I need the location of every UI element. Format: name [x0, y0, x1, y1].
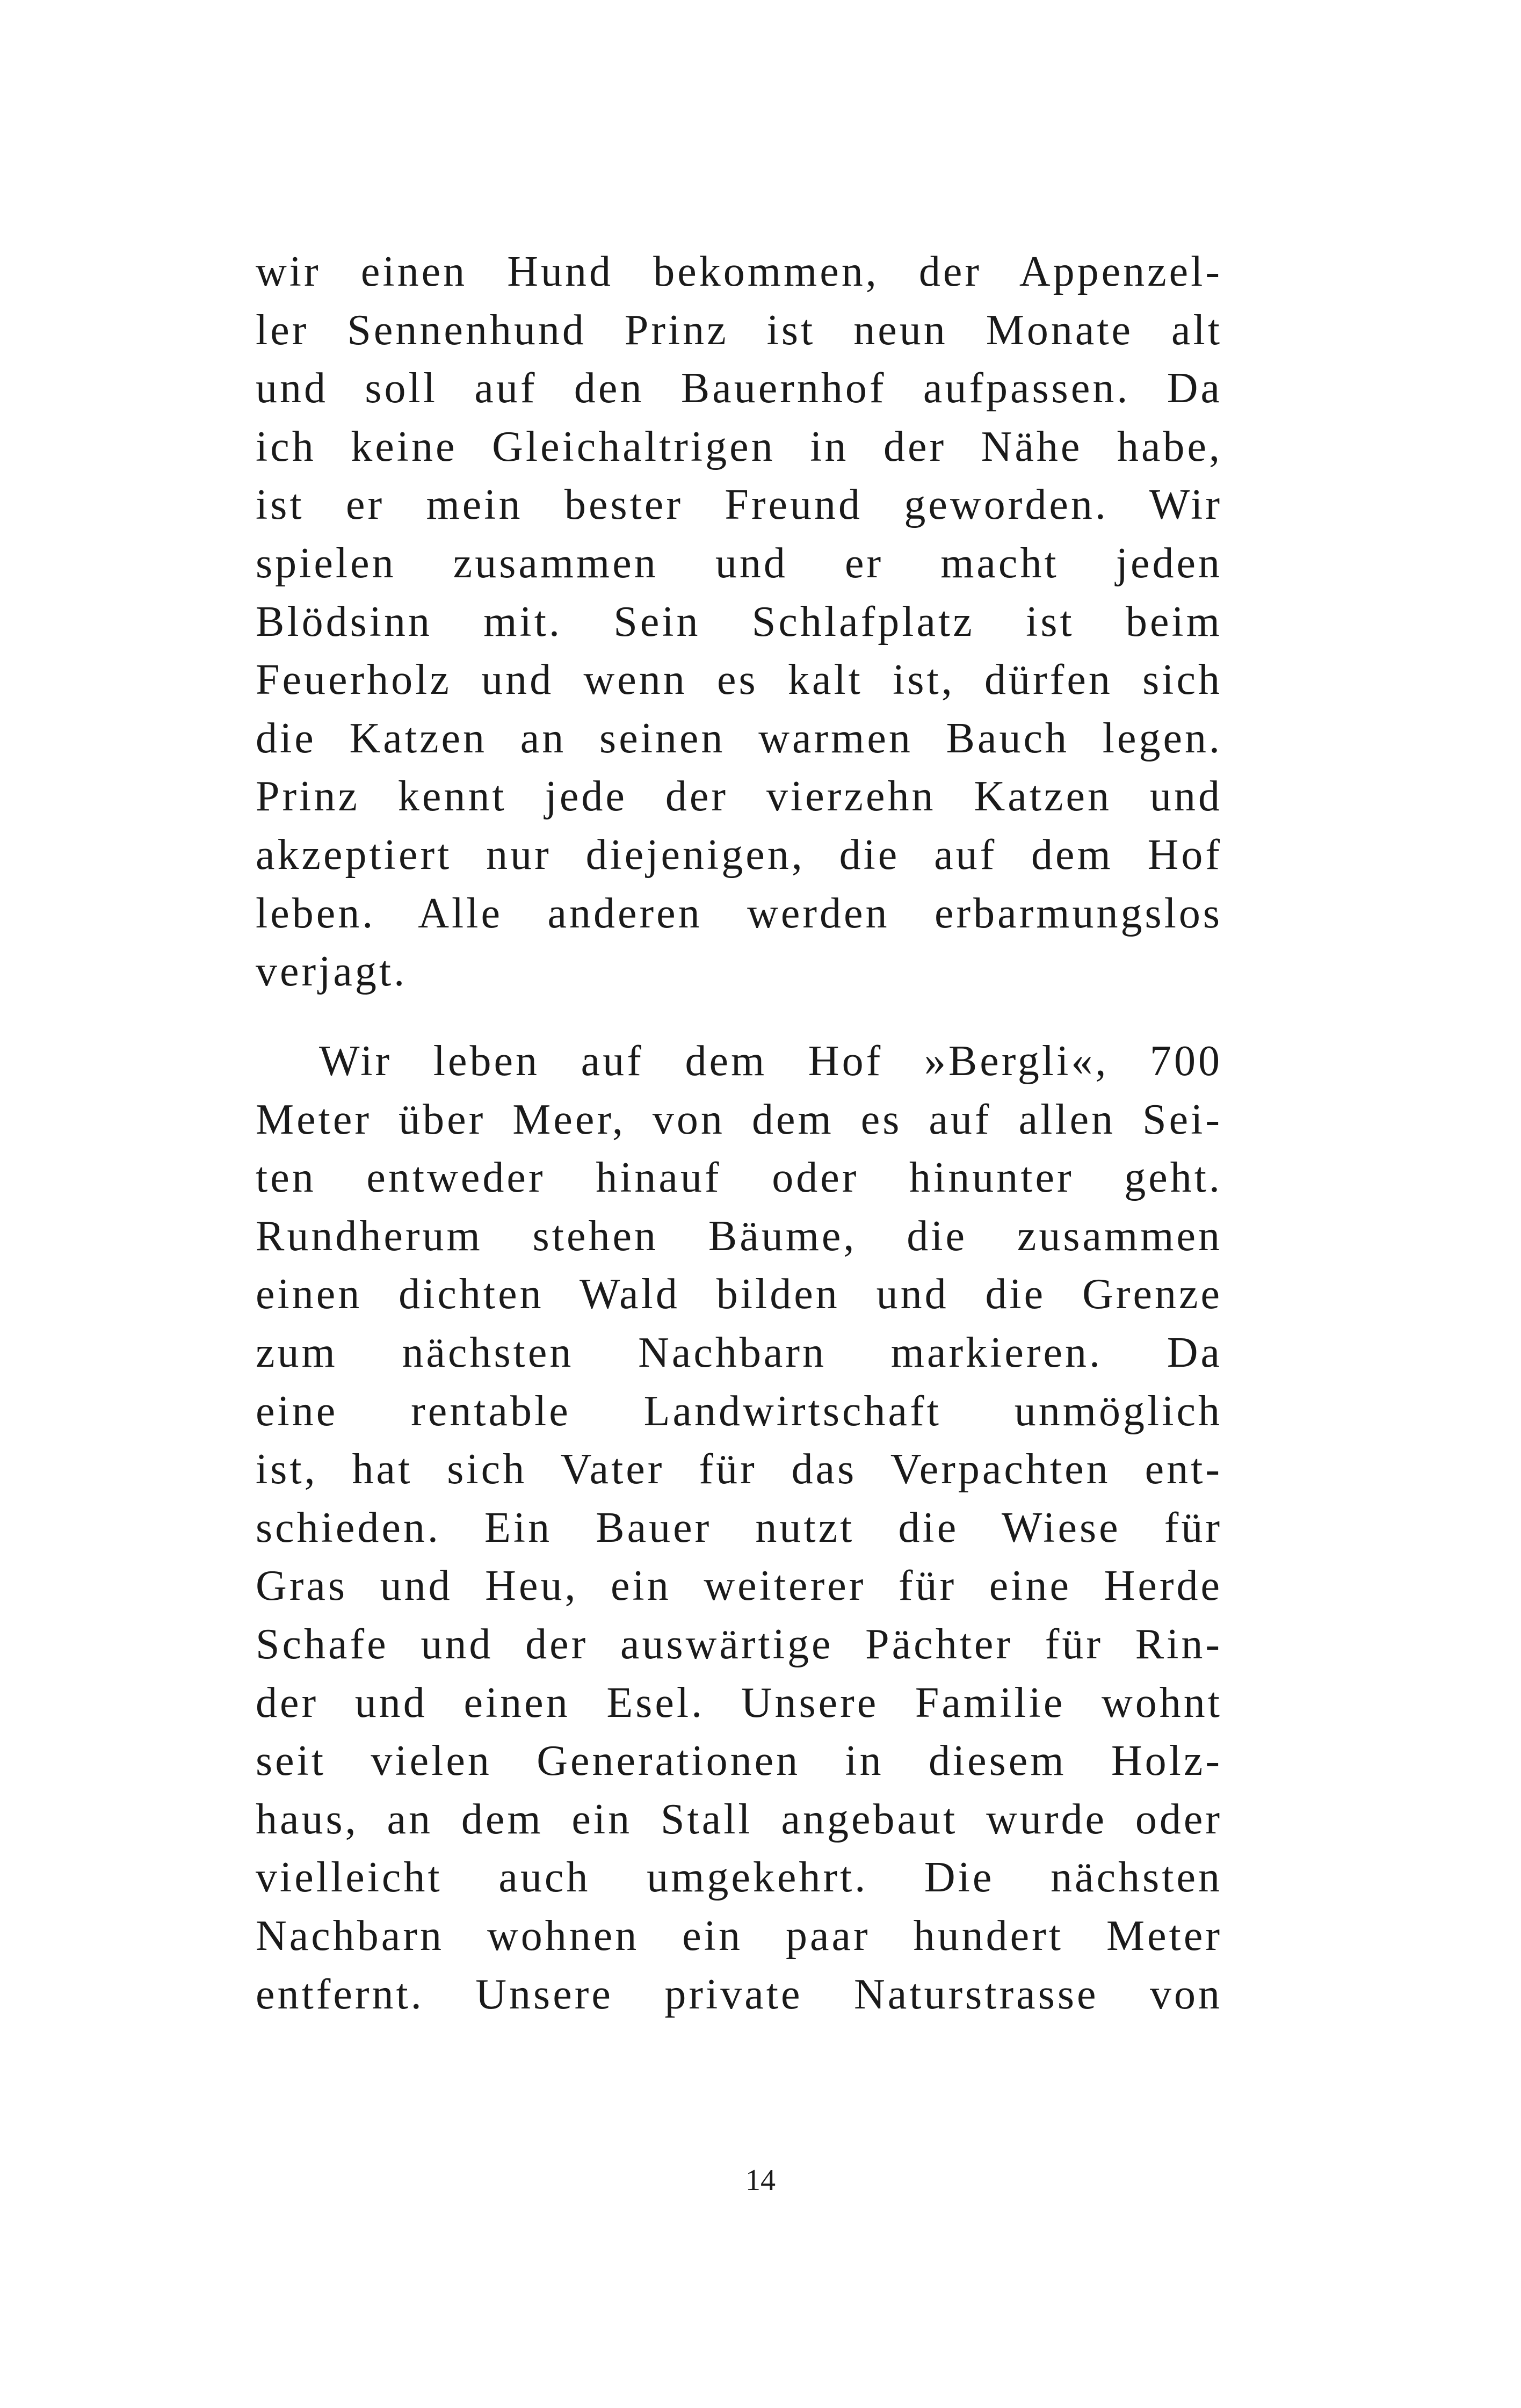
text-line: seit vielen Generationen in diesem Holz-: [256, 1737, 1222, 1785]
text-line: ist, hat sich Vater für das Verpachten ent-: [256, 1446, 1222, 1493]
text-line: Schafe und der auswärtige Pächter für Rin-: [256, 1620, 1222, 1668]
text-line: der und einen Esel. Unsere Familie wohnt: [256, 1679, 1222, 1727]
paragraph-1: [256, 243, 1222, 1001]
page-number: 14: [745, 2164, 776, 2197]
text-line: eine rentable Landwirtschaft unmöglich: [256, 1387, 1222, 1435]
text-line: vielleicht auch umgekehrt. Die nächsten: [256, 1854, 1222, 1902]
text-line: leben. Alle anderen werden erbarmungslos: [256, 889, 1222, 937]
text-line: entfernt. Unsere private Naturstrasse von: [256, 1970, 1222, 2018]
text-line: ist er mein bester Freund geworden. Wir: [256, 481, 1222, 529]
text-line: Gras und Heu, ein weiterer für eine Herde: [256, 1562, 1222, 1610]
text-line: ler Sennenhund Prinz ist neun Monate alt: [256, 306, 1222, 354]
text-line: Feuerholz und wenn es kalt ist, dürfen sich: [256, 656, 1222, 704]
text-line: Rundherum stehen Bäume, die zusammen: [256, 1212, 1222, 1260]
text-line: einen dichten Wald bilden und die Grenze: [256, 1271, 1222, 1318]
text-line: haus, an dem ein Stall angebaut wurde oder: [256, 1795, 1222, 1843]
text-line: Nachbarn wohnen ein paar hundert Meter: [256, 1912, 1222, 1960]
text-line: ich keine Gleichaltrigen in der Nähe habe,: [256, 423, 1222, 470]
text-line: Wir leben auf dem Hof »Bergli«, 700: [319, 1038, 1222, 1085]
text-line: spielen zusammen und er macht jeden: [256, 539, 1222, 587]
text-line: und soll auf den Bauernhof aufpassen. Da: [256, 365, 1222, 412]
text-line: Meter über Meer, von dem es auf allen Sei-: [256, 1096, 1222, 1143]
text-line: schieden. Ein Bauer nutzt die Wiese für: [256, 1504, 1222, 1551]
text-line: verjagt.: [256, 948, 408, 996]
text-line: zum nächsten Nachbarn markieren. Da: [256, 1329, 1222, 1376]
text-line: wir einen Hund bekommen, der Appenzel-: [256, 248, 1222, 295]
text-line: akzeptiert nur diejenigen, die auf dem Hof: [256, 831, 1222, 879]
text-line: ten entweder hinauf oder hinunter geht.: [256, 1154, 1222, 1202]
text-line: Prinz kennt jede der vierzehn Katzen und: [256, 773, 1222, 821]
text-line: die Katzen an seinen warmen Bauch legen.: [256, 714, 1222, 762]
text-line: Blödsinn mit. Sein Schlafplatz ist beim: [256, 598, 1222, 645]
paragraph-2: [256, 1032, 1222, 2023]
